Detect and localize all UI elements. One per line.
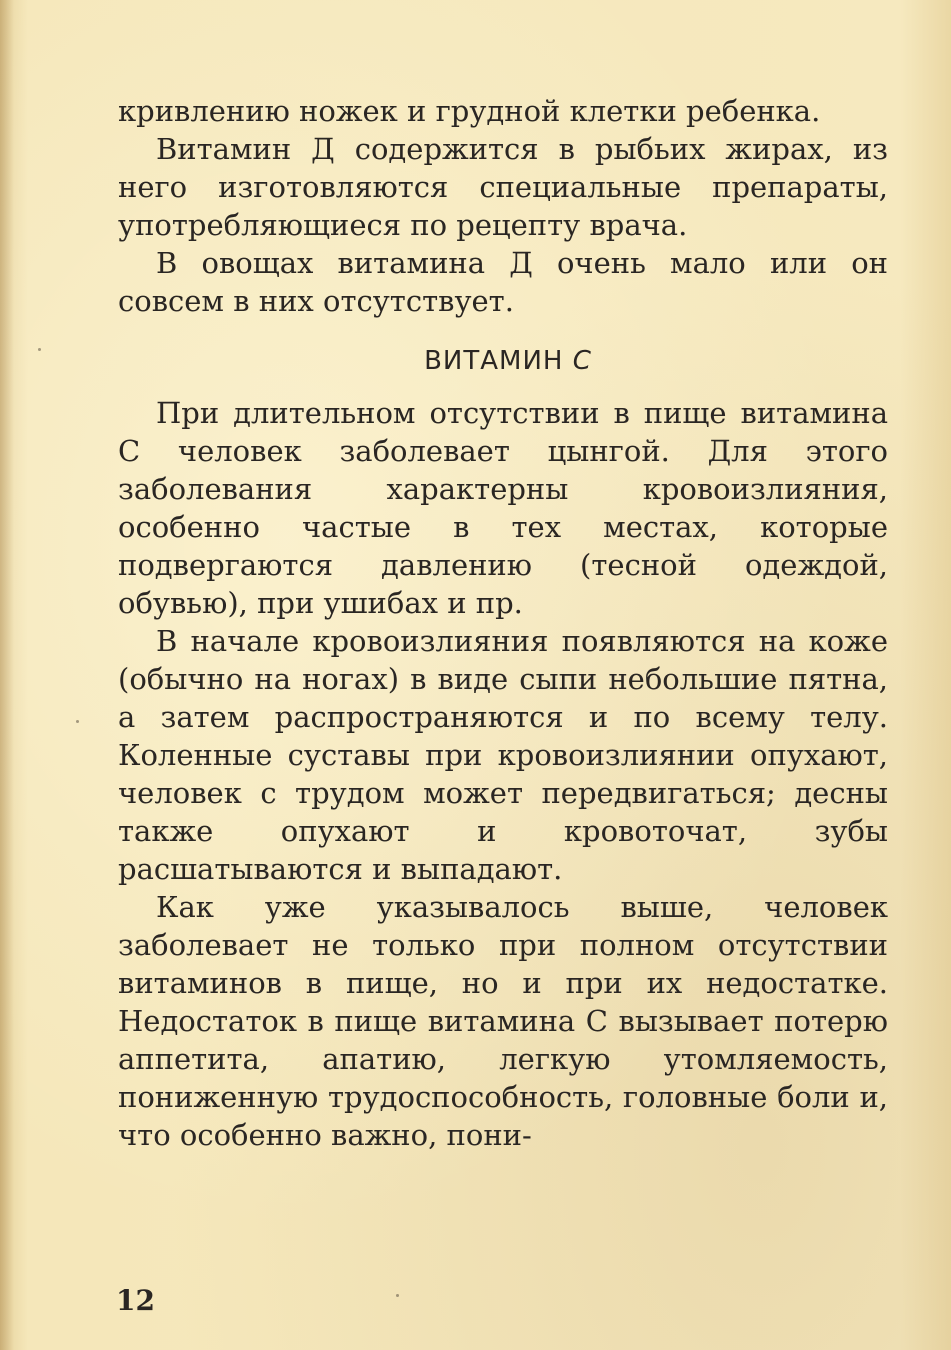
- section-heading-word: ВИТАМИН: [424, 346, 564, 376]
- section-heading-letter: С: [572, 346, 592, 376]
- section-heading: [118, 342, 888, 380]
- page-text: [118, 92, 888, 1154]
- paper-speck: [396, 1294, 399, 1297]
- page-edge-shadow: [0, 0, 14, 1350]
- paragraph-1: кривлению ножек и грудной клетки ребенка.: [118, 94, 821, 128]
- page-number: 12: [116, 1284, 155, 1317]
- paper-speck: [38, 348, 41, 351]
- paragraph-3: В овощах витамина Д очень мало или он совсем в них отсутствует.: [118, 246, 888, 318]
- paper-speck: [76, 720, 79, 723]
- paragraph-2: Витамин Д содержится в рыбьих жирах, из него изготовляются специальные препараты, употребляющиеся по рецепту врача.: [118, 132, 888, 242]
- paragraph-4: При длительном отсутствии в пище витамина С человек заболевает цынгой. Для этого заболевания характерны кровоизлияния, особенно частые в тех местах, которые подвергаются давлению (тесной одеждой, обувью), при ушибах и пр.: [118, 396, 888, 620]
- paragraph-6: Как уже указывалось выше, человек заболевает не только при полном отсутствии витаминов в пище, но и при их недостатке. Недостаток в пище витамина С вызывает потерю аппетита, апатию, легкую утомляемость, пониженную трудоспособность, головные боли и, что особенно важно, пони-: [118, 890, 888, 1152]
- paragraph-5: В начале кровоизлияния появляются на коже (обычно на ногах) в виде сыпи небольшие пятна, а затем распространяются и по всему телу. Коленные суставы при кровоизлиянии опухают, человек с трудом может передвигаться; десны также опухают и кровоточат, зубы расшатываются и выпадают.: [118, 624, 888, 886]
